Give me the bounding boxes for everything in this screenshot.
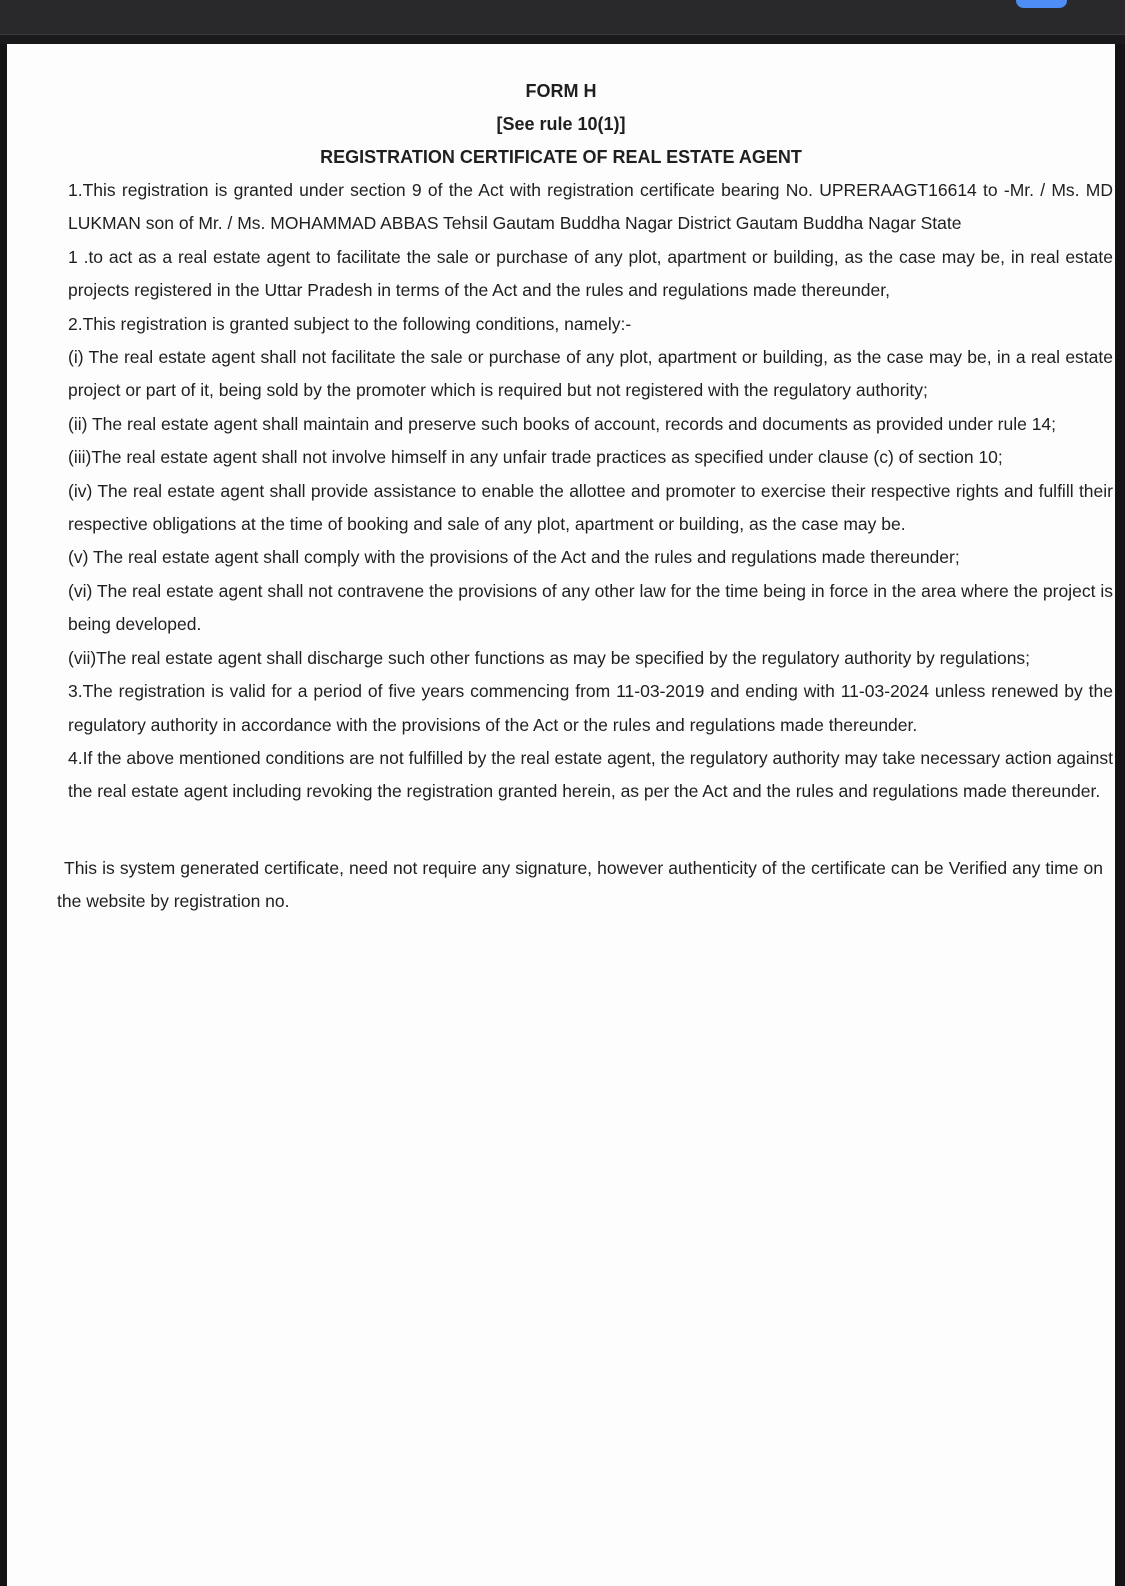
certificate-title: REGISTRATION CERTIFICATE OF REAL ESTATE AGENT (320, 147, 802, 167)
paragraph-revocation: 4.If the above mentioned conditions are not fulfilled by the real estate agent, the regulatory authority may take necessary action against the real estate agent including revoking the registration granted herein, as per the Act and the rules and regulations made thereunder. (68, 747, 1113, 802)
condition-ii: (ii) The real estate agent shall maintain and preserve such books of account, records and documents as provided under rule 14; (68, 413, 1057, 434)
paragraph-agent-scope: 1 .to act as a real estate agent to facilitate the sale or purchase of any plot, apartment or building, as the case may be, in real estate projects registered in the Uttar Pradesh in terms of the Act and the rules and regulations made thereunder, (68, 246, 1113, 301)
condition-vii: (vii)The real estate agent shall discharge such other functions as may be specified by the regulatory authority by regulations; (68, 647, 1031, 668)
condition-iv: (iv) The real estate agent shall provide assistance to enable the allottee and promoter to exercise their respective rights and fulfill their respective obligations at the time of booking and sale of any plot, apartment or building, as the case may be. (68, 480, 1113, 535)
condition-v: (v) The real estate agent shall comply with the provisions of the Act and the rules and regulations made thereunder; (68, 547, 960, 568)
rule-reference: [See rule 10(1)] (496, 114, 626, 134)
app-top-bar (0, 0, 1125, 35)
document-page[interactable] (7, 44, 1115, 1586)
condition-vi: (vi) The real estate agent shall not contravene the provisions of any other law for the time being in force in the area where the project is being developed. (68, 580, 1113, 635)
blue-action-button[interactable] (1016, 0, 1067, 8)
viewer-toolbar-strip (0, 35, 1125, 44)
paragraph-registration-grant: 1.This registration is granted under section 9 of the Act with registration certificate bearing No. UPRERAAGT16614 to -Mr. / Ms. MD LUKMAN son of Mr. / Ms. MOHAMMAD ABBAS Tehsil Gautam Buddha Nagar District Gautam Buddha Nagar State (68, 180, 1113, 234)
document-title-block (7, 44, 1115, 174)
form-heading: FORM H (525, 81, 597, 101)
system-generated-note: This is system generated certificate, need not require any signature, however authenticity of the certificate can be Verified any time on the website by registration no. (57, 857, 1103, 912)
paragraph-validity-period: 3.The registration is valid for a period of five years commencing from 11-03-2019 and ending with 11-03-2024 unless renewed by the regulatory authority in accordance with the provisions of the Act or the rules and regulations made thereunder. (68, 681, 1113, 735)
paragraph-conditions-intro: 2.This registration is granted subject to the following conditions, namely:- (68, 313, 632, 334)
condition-i: (i) The real estate agent shall not facilitate the sale or purchase of any plot, apartment or building, as the case may be, in a real estate project or part of it, being sold by the promoter which is required but not registered with the regulatory authority; (68, 347, 1113, 401)
document-body (7, 174, 1115, 809)
condition-iii: (iii)The real estate agent shall not involve himself in any unfair trade practices as specified under clause (c) of section 10; (68, 447, 1003, 468)
